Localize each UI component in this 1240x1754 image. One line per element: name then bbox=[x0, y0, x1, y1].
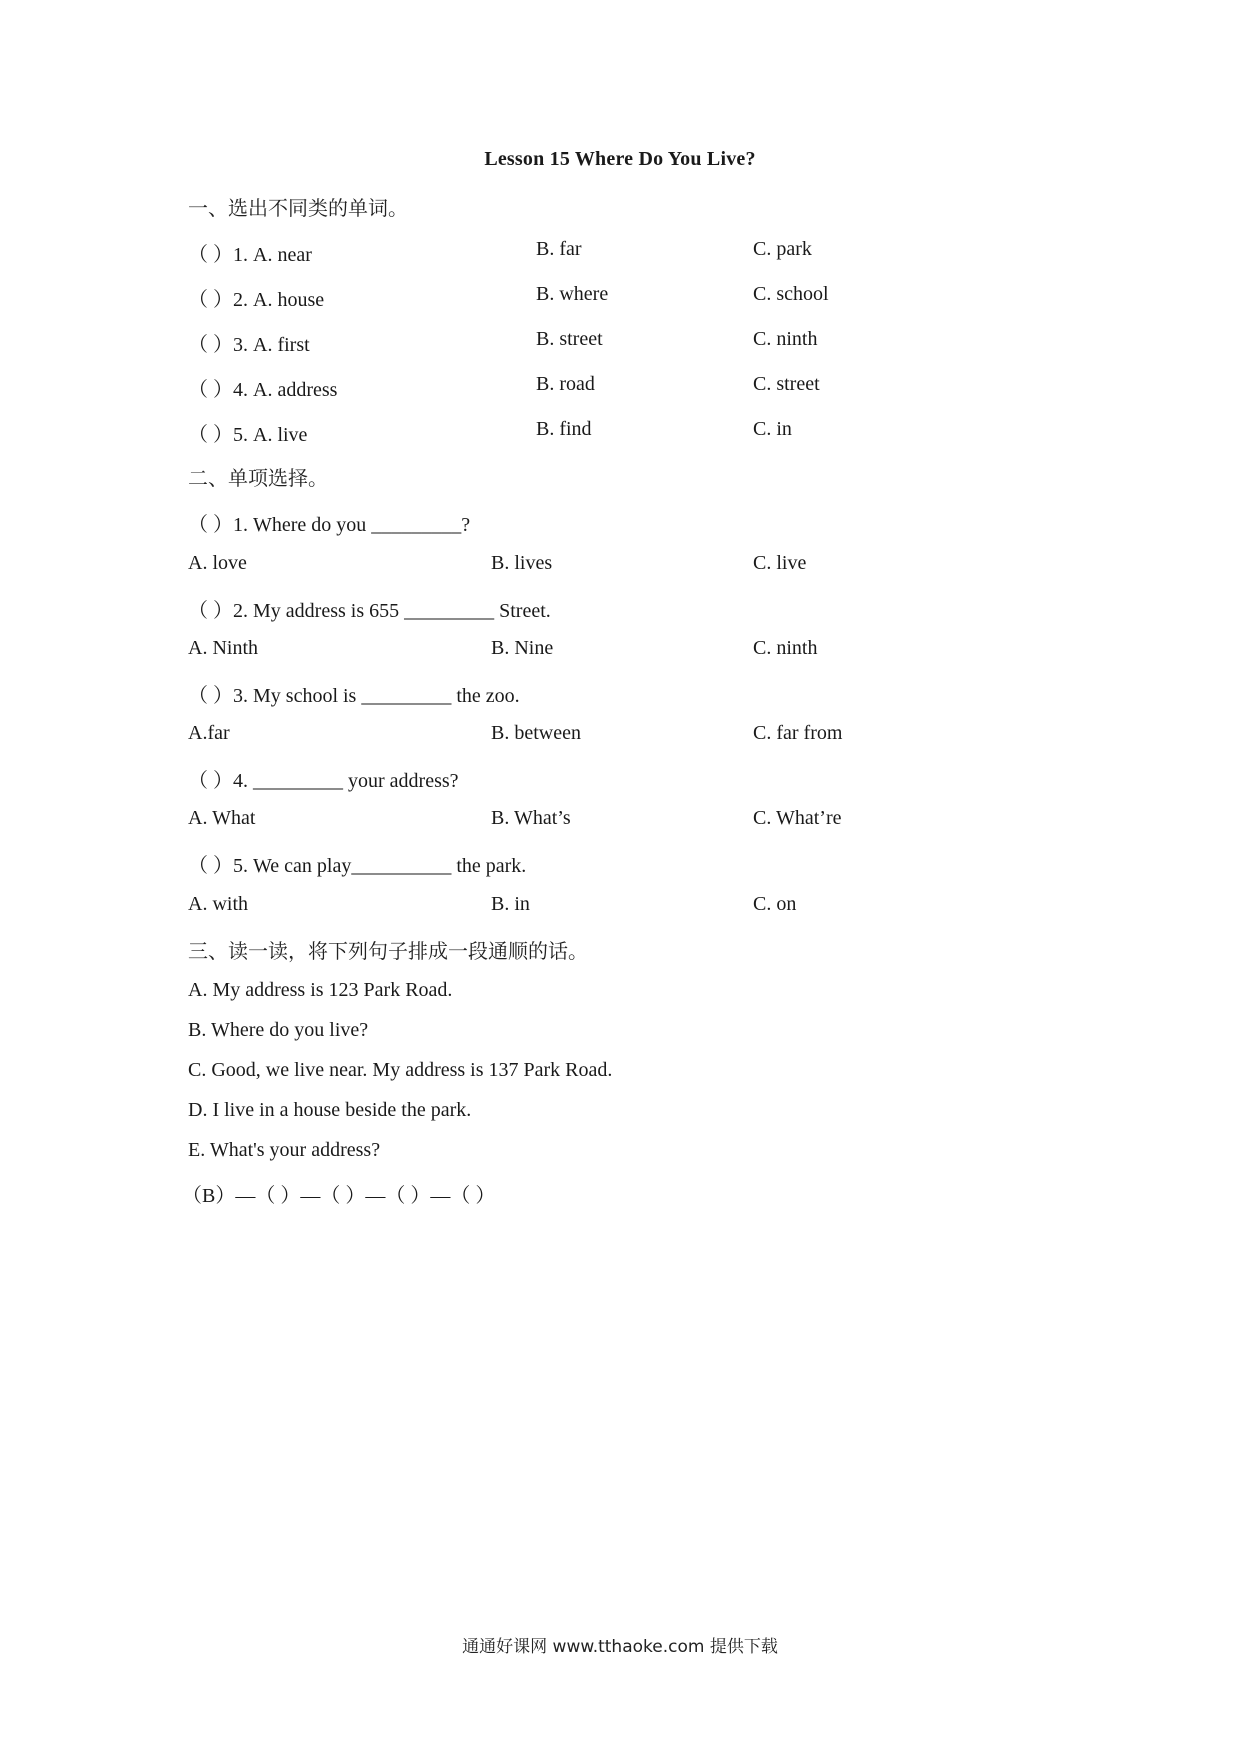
s1-item-1-option-c: C. park bbox=[753, 238, 812, 260]
s3-answer-line-text: （B）—（ ）—（ ）—（ ）—（ ） bbox=[182, 1185, 496, 1207]
s2-q4-option-c: C. What’re bbox=[753, 807, 842, 829]
s1-item-5-question: （ ）5. A. live bbox=[188, 424, 308, 446]
s2-q5-option-a: A. with bbox=[188, 893, 248, 915]
s2-question-1-stem: （ ）1. Where do you _________? bbox=[188, 514, 471, 536]
s1-item-5-option-b: B. find bbox=[536, 418, 592, 440]
section-2-heading: 二、单项选择。 bbox=[188, 466, 328, 490]
s1-item-4-question: （ ）4. A. address bbox=[188, 379, 338, 401]
s2-q2-option-a: A. Ninth bbox=[188, 637, 258, 659]
s2-question-5-stem: （ ）5. We can play__________ the park. bbox=[188, 855, 527, 877]
s1-item-3-question: （ ）3. A. first bbox=[188, 334, 310, 356]
s2-question-4-stem: （ ）4. _________ your address? bbox=[188, 770, 459, 792]
s1-item-2-option-b: B. where bbox=[536, 283, 609, 305]
s3-sentence-d bbox=[188, 1099, 1048, 1125]
s3-sentence-e-text: E. What's your address? bbox=[188, 1139, 381, 1161]
s3-sentence-a-text: A. My address is 123 Park Road. bbox=[188, 979, 453, 1001]
s1-item-3-option-c: C. ninth bbox=[753, 328, 818, 350]
s3-sentence-b bbox=[188, 1019, 1048, 1045]
s2-question-5 bbox=[188, 849, 1048, 875]
s1-item-3 bbox=[188, 328, 1048, 354]
s2-question-2-stem: （ ）2. My address is 655 _________ Street. bbox=[188, 600, 551, 622]
s2-q2-option-c: C. ninth bbox=[753, 637, 818, 659]
s3-sentence-a bbox=[188, 979, 1048, 1005]
s1-item-5-option-c: C. in bbox=[753, 418, 792, 440]
s3-sentence-e bbox=[188, 1139, 1048, 1165]
s1-item-2-option-c: C. school bbox=[753, 283, 829, 305]
s2-question-3 bbox=[188, 679, 1048, 705]
s2-q5-option-c: C. on bbox=[753, 893, 797, 915]
s1-item-1-question: （ ）1. A. near bbox=[188, 244, 312, 266]
s2-question-3-stem: （ ）3. My school is _________ the zoo. bbox=[188, 685, 520, 707]
s1-item-1-option-b: B. far bbox=[536, 238, 582, 260]
s2-q3-option-c: C. far from bbox=[753, 722, 843, 744]
s1-item-5 bbox=[188, 418, 1048, 444]
s2-question-1-options bbox=[188, 552, 1048, 578]
s2-q1-option-b: B. lives bbox=[491, 552, 553, 574]
s2-question-4 bbox=[188, 764, 1048, 790]
s2-question-2-options bbox=[188, 637, 1048, 663]
s1-item-3-option-b: B. street bbox=[536, 328, 603, 350]
section-3-heading: 三、读一读，将下列句子排成一段通顺的话。 bbox=[188, 939, 588, 963]
s2-q2-option-b: B. Nine bbox=[491, 637, 554, 659]
section-1-heading: 一、选出不同类的单词。 bbox=[188, 196, 408, 220]
s2-q3-option-a: A.far bbox=[188, 722, 230, 744]
s2-q4-option-b: B. What’s bbox=[491, 807, 571, 829]
s1-item-4-option-c: C. street bbox=[753, 373, 820, 395]
s2-q3-option-b: B. between bbox=[491, 722, 581, 744]
s3-sentence-d-text: D. I live in a house beside the park. bbox=[188, 1099, 472, 1121]
s3-answer-line bbox=[182, 1179, 1048, 1207]
s1-item-2 bbox=[188, 283, 1048, 309]
page-footer: 通通好课网 www.tthaoke.com 提供下载 bbox=[462, 1637, 778, 1657]
s1-item-2-question: （ ）2. A. house bbox=[188, 289, 325, 311]
s3-sentence-b-text: B. Where do you live? bbox=[188, 1019, 369, 1041]
s2-question-3-options bbox=[188, 722, 1048, 748]
page-title: Lesson 15 Where Do You Live? bbox=[484, 148, 756, 170]
s2-q4-option-a: A. What bbox=[188, 807, 256, 829]
s2-question-2 bbox=[188, 594, 1048, 620]
s1-item-4-option-b: B. road bbox=[536, 373, 595, 395]
s3-sentence-c bbox=[188, 1059, 1048, 1085]
s2-question-1 bbox=[188, 508, 1048, 534]
s2-q5-option-b: B. in bbox=[491, 893, 530, 915]
s1-item-4 bbox=[188, 373, 1048, 399]
s2-question-5-options bbox=[188, 893, 1048, 919]
s1-item-1 bbox=[188, 238, 1048, 264]
s2-q1-option-c: C. live bbox=[753, 552, 807, 574]
s2-question-4-options bbox=[188, 807, 1048, 833]
s2-q1-option-a: A. love bbox=[188, 552, 247, 574]
s3-sentence-c-text: C. Good, we live near. My address is 137 Park Road. bbox=[188, 1059, 613, 1081]
